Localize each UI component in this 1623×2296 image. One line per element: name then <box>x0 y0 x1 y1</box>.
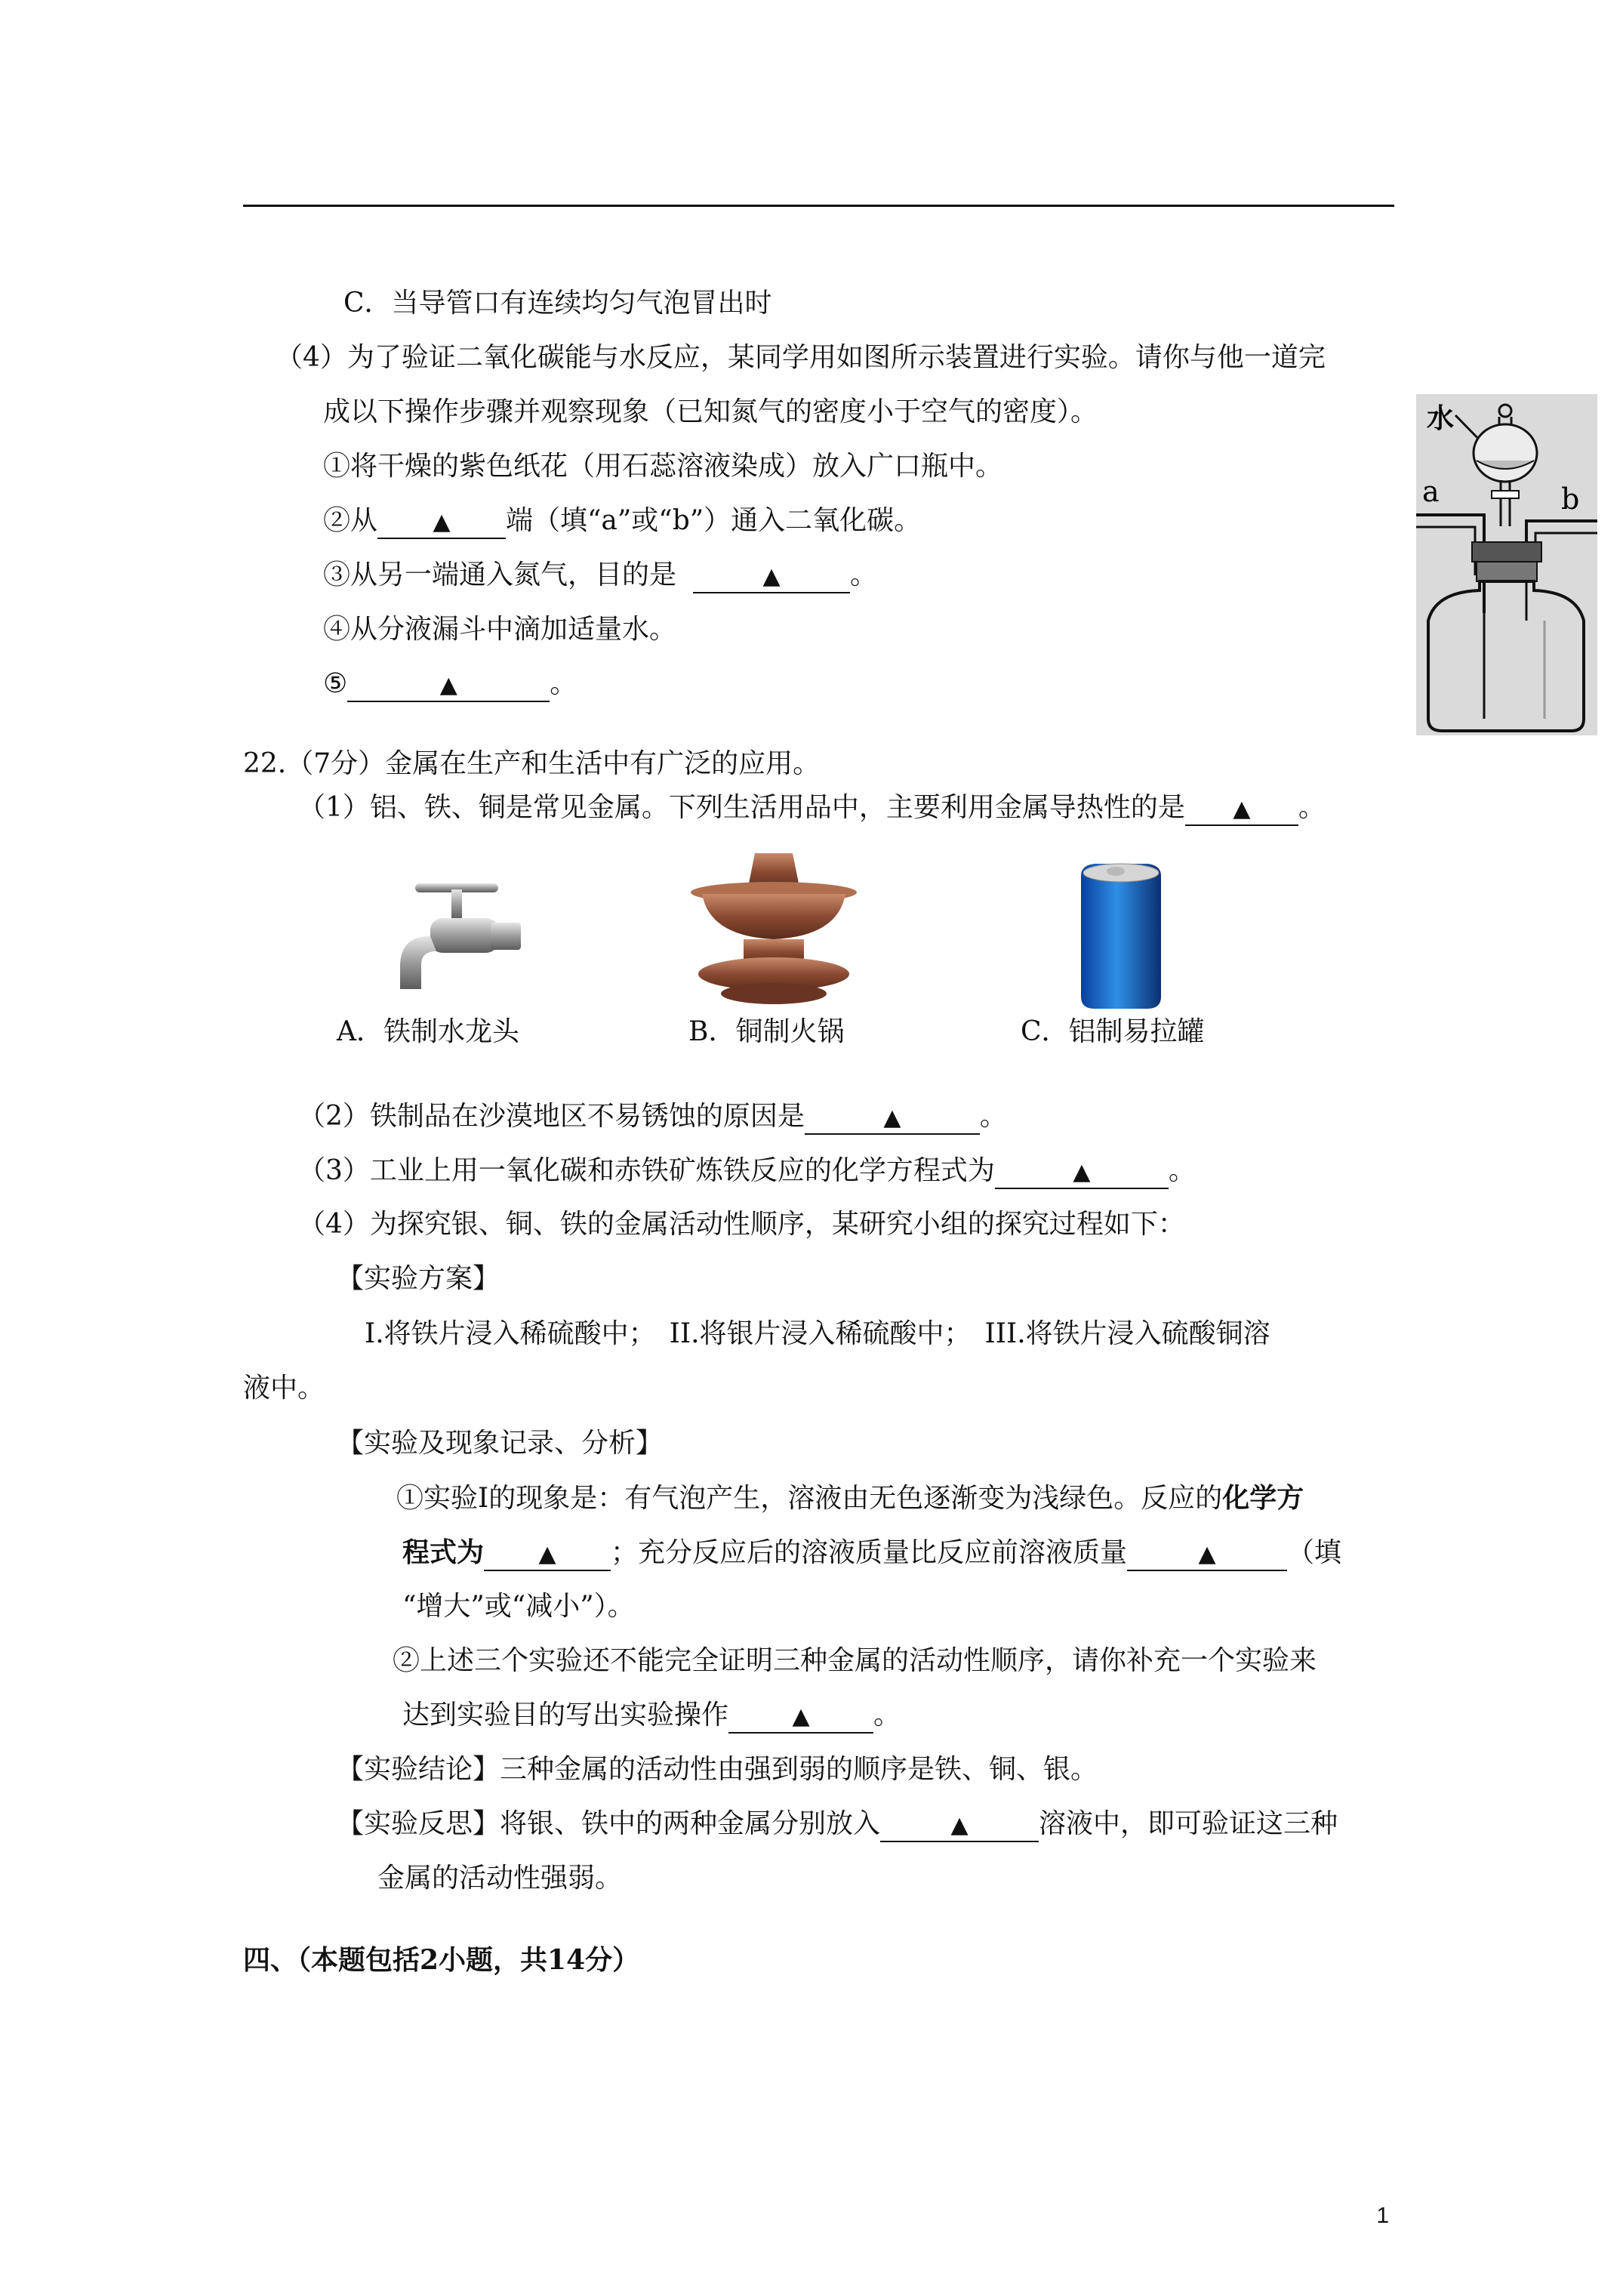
record-1-text-3: （填 <box>1287 1537 1342 1568</box>
blank-marker: ▲ <box>762 563 781 590</box>
step-1: ①将干燥的紫色纸花（用石蕊溶液染成）放入广口瓶中。 <box>323 451 1003 482</box>
answer-blank[interactable] <box>377 506 506 539</box>
blank-marker: ▲ <box>1198 1541 1216 1567</box>
answer-blank[interactable] <box>347 669 550 702</box>
record-heading: 【实验及现象记录、分析】 <box>337 1428 664 1459</box>
step-3-text: ③从另一端通入氮气，目的是 <box>323 559 677 590</box>
blank-marker: ▲ <box>792 1703 810 1730</box>
q22-title: 22.（7分）金属在生产和生活中有广泛的应用。 <box>243 748 821 779</box>
step-2-text-b: 端（填“a”或“b”）通入二氧化碳。 <box>506 505 922 536</box>
a-label: a <box>1422 475 1440 508</box>
q22-part1-text: （1）铝、铁、铜是常见金属。下列生活用品中，主要利用金属导热性的是 <box>298 792 1185 823</box>
blank-marker: ▲ <box>1233 796 1251 822</box>
punct: 。 <box>1298 792 1326 823</box>
option-c-label: C．铝制易拉罐 <box>1021 1016 1205 1047</box>
header-rule <box>243 205 1394 207</box>
record-1-line3: “增大”或“减小”）。 <box>402 1591 635 1622</box>
aluminum-can-image <box>1072 861 1170 1012</box>
gas-bottle-apparatus-diagram <box>1416 394 1597 735</box>
q22-part3 <box>298 1153 1196 1189</box>
q22-part4: （4）为探究银、铜、铁的金属活动性顺序，某研究小组的探究过程如下： <box>298 1209 1185 1240</box>
q22-part2 <box>298 1099 1007 1135</box>
b-label: b <box>1561 482 1580 516</box>
section-4-heading: 四、（本题包括2小题，共14分） <box>243 1944 640 1976</box>
answer-blank[interactable] <box>1185 793 1298 826</box>
q22-part3-text: （3）工业上用一氧化碳和赤铁矿炼铁反应的化学方程式为 <box>298 1155 995 1186</box>
record-1-text-2: ；充分反应后的溶液质量比反应前溶液质量 <box>611 1537 1128 1568</box>
water-label: 水 <box>1427 402 1455 434</box>
blank-marker: ▲ <box>950 1812 969 1838</box>
step-5-text: ⑤ <box>323 668 348 699</box>
record-2-line2 <box>402 1697 901 1734</box>
plan-line2: 液中。 <box>243 1373 325 1404</box>
punct: 。 <box>873 1700 901 1730</box>
conclusion-text: 三种金属的活动性由强到弱的顺序是铁、铜、银。 <box>500 1754 1098 1785</box>
answer-blank[interactable] <box>1127 1538 1287 1571</box>
reflection-line2: 金属的活动性强弱。 <box>377 1863 623 1894</box>
answer-blank[interactable] <box>805 1102 980 1135</box>
reflection-text-b: 溶液中，即可验证这三种 <box>1039 1808 1338 1839</box>
plan-line1: I.将铁片浸入稀硫酸中； II.将银片浸入稀硫酸中； III.将铁片浸入硫酸铜溶 <box>365 1318 1270 1349</box>
punct: 。 <box>1168 1155 1196 1186</box>
option-a-label: A．铁制水龙头 <box>337 1016 519 1047</box>
blank-marker: ▲ <box>439 672 457 698</box>
plan-heading: 【实验方案】 <box>337 1263 500 1294</box>
option-b-label: B．铜制火锅 <box>688 1016 845 1047</box>
q22-part2-text: （2）铁制品在沙漠地区不易锈蚀的原因是 <box>298 1101 805 1132</box>
reflection-heading: 【实验反思】 <box>337 1808 500 1839</box>
conclusion-heading: 【实验结论】 <box>337 1754 500 1785</box>
option-c: C．当导管口有连续均匀气泡冒出时 <box>343 288 772 319</box>
copper-hotpot-image <box>687 846 861 1012</box>
blank-marker: ▲ <box>433 509 451 535</box>
q21-p4-line1: （4）为了验证二氧化碳能与水反应，某同学用如图所示装置进行实验。请你与他一道完 <box>276 342 1326 373</box>
answer-blank[interactable] <box>995 1156 1169 1189</box>
reflection-text-a: 将银、铁中的两种金属分别放入 <box>500 1808 881 1839</box>
faucet-image <box>377 876 528 1004</box>
punct: 。 <box>850 559 878 590</box>
q22-part1 <box>298 790 1326 826</box>
step-2-text-a: ②从 <box>323 505 378 536</box>
blank-marker: ▲ <box>1073 1159 1091 1185</box>
step-5 <box>323 666 577 702</box>
record-2-line1: ②上述三个实验还不能完全证明三种金属的活动性顺序，请你补充一个实验来 <box>393 1645 1317 1676</box>
record-2-text: 达到实验目的写出实验操作 <box>402 1700 729 1730</box>
punct: 。 <box>979 1101 1007 1132</box>
answer-blank[interactable] <box>484 1538 611 1571</box>
step-3 <box>323 557 877 593</box>
step-2 <box>323 503 921 539</box>
record-1-line2 <box>402 1534 1341 1571</box>
page-number: 1 <box>1376 2203 1389 2228</box>
reflection <box>337 1806 1338 1842</box>
record-1-text: ①实验I的现象是：有气泡产生，溶液由无色逐渐变为浅绿色。反应的 <box>396 1483 1223 1514</box>
blank-marker: ▲ <box>883 1105 901 1131</box>
record-1-bold-text-2: 程式为 <box>402 1536 485 1568</box>
q21-p4-line2: 成以下操作步骤并观察现象（已知氮气的密度小于空气的密度）。 <box>323 396 1098 427</box>
record-1-bold-text: 化学方 <box>1222 1482 1304 1514</box>
blank-marker: ▲ <box>538 1541 556 1567</box>
step-4: ④从分液漏斗中滴加适量水。 <box>323 614 677 645</box>
punct: 。 <box>550 668 577 699</box>
answer-blank[interactable] <box>728 1700 873 1734</box>
answer-blank[interactable] <box>693 560 850 593</box>
conclusion <box>337 1752 1098 1788</box>
answer-blank[interactable] <box>880 1809 1039 1842</box>
record-1-line1 <box>396 1480 1304 1517</box>
